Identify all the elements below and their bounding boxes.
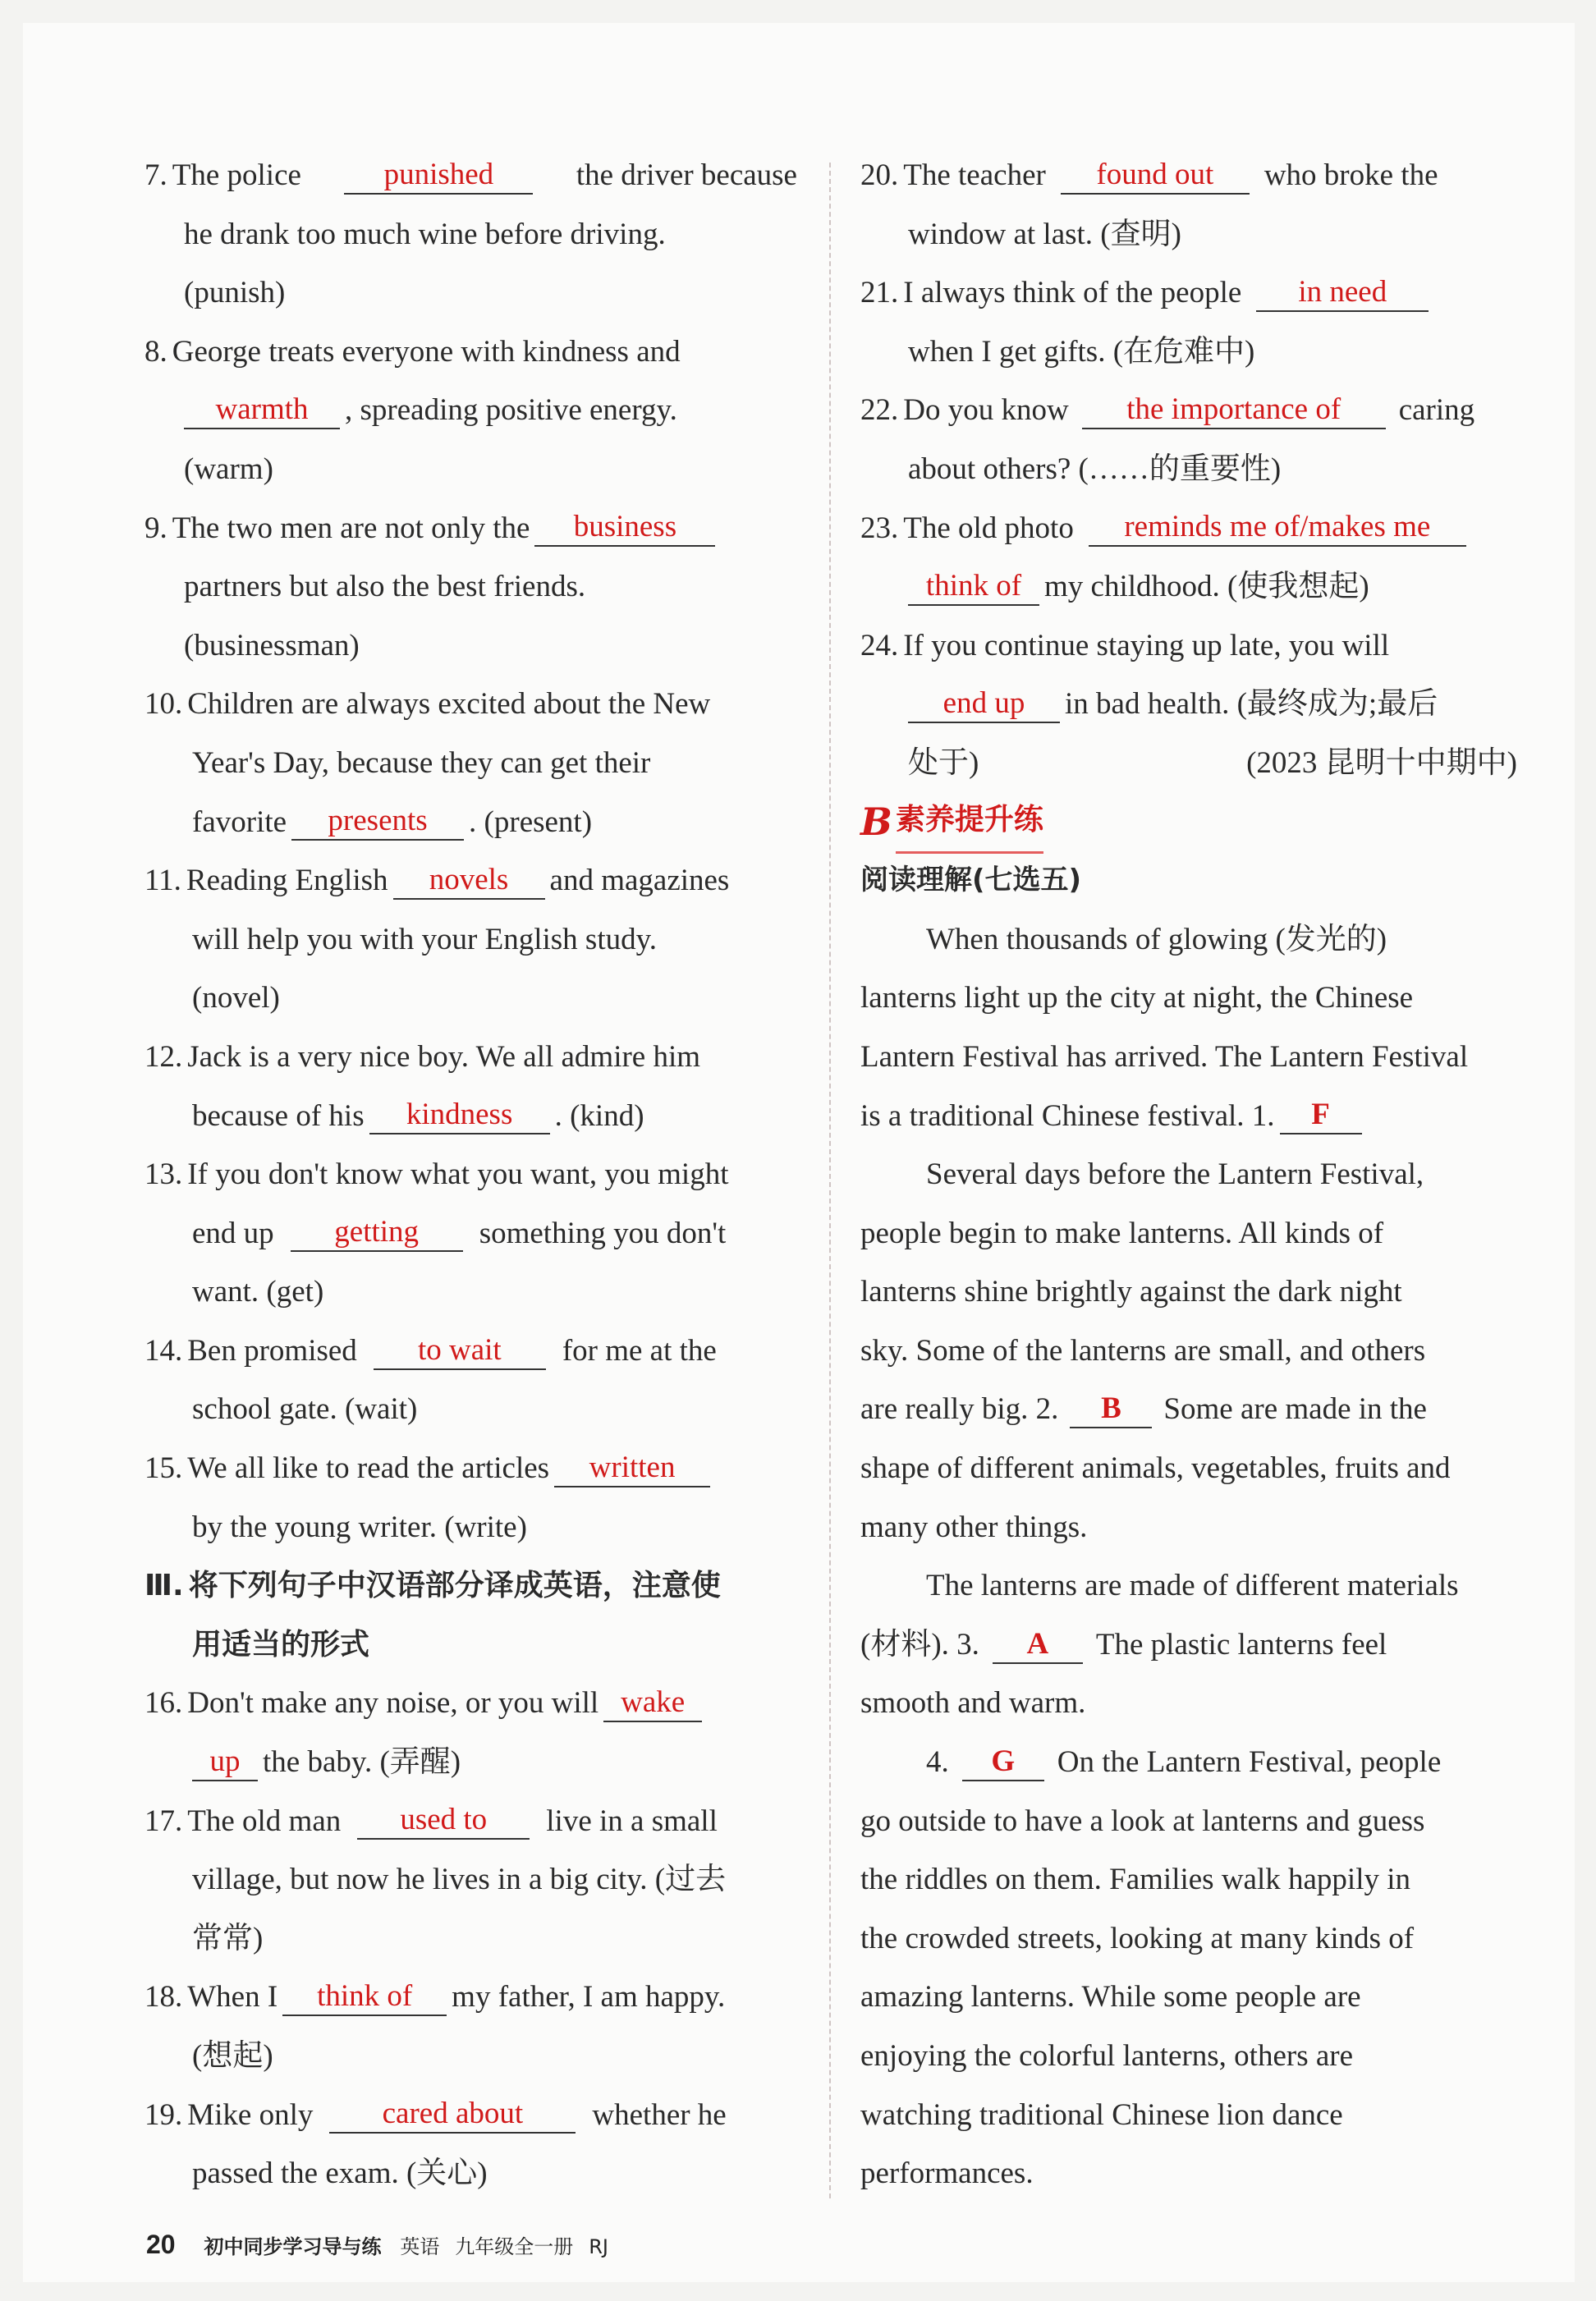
passage-p4-l1: 4. G On the Lantern Festival, people (860, 1733, 1517, 1792)
blank-1: F (1280, 1097, 1362, 1134)
q21-line1: 21. I always think of the people in need (860, 264, 1517, 323)
q24-line2: end up in bad health. (最终成为;最后 (860, 675, 1517, 734)
q17-line3: 常常) (192, 1921, 264, 1955)
q24-line1: 24. If you continue staying up late, you will (860, 628, 1390, 662)
q11-hint: (novel) (192, 981, 280, 1015)
passage-p4-l2: go outside to have a look at lanterns and guess (860, 1804, 1425, 1838)
edition: RJ (589, 2235, 608, 2258)
q21-answer-blank: in need (1256, 274, 1429, 312)
q20-line1: 20. The teacher found out who broke the (860, 146, 1517, 205)
section-b-title: 素养提升练 (896, 791, 1043, 854)
section-3-heading: Ⅲ. 将下列句子中汉语部分译成英语，注意使 (144, 1569, 721, 1603)
q16-answer-blank-cont: up (192, 1744, 258, 1781)
passage-p1-l1: When thousands of glowing (发光的) (926, 922, 1387, 956)
q24-answer-blank: end up (908, 685, 1060, 723)
blank-4: G (962, 1744, 1044, 1781)
q23-line2: think of my childhood. (使我想起) (860, 557, 1517, 617)
book-title: 初中同步学习导与练 (204, 2235, 382, 2258)
q22-line1: 22. Do you know the importance of caring (860, 381, 1517, 440)
q9-hint: (businessman) (184, 628, 360, 662)
passage-p1-l2: lanterns light up the city at night, the Chinese (860, 981, 1414, 1015)
q11-line1: 11. Reading English novels and magazines (144, 851, 797, 910)
grade: 九年级全一册 (455, 2235, 574, 2258)
q8-hint: (warm) (184, 451, 273, 486)
q8-line1: 8. George treats everyone with kindness and (144, 334, 681, 369)
q9-answer-blank: business (534, 509, 715, 547)
passage-p4-l5: amazing lanterns. While some people are (860, 1980, 1361, 2015)
passage-p4-l3: the riddles on them. Families walk happily in (860, 1863, 1411, 1897)
q11-answer-blank: novels (393, 862, 545, 900)
q7-hint: (punish) (184, 276, 286, 310)
q15-line2: by the young writer. (write) (192, 1510, 527, 1544)
section-b-heading (860, 793, 1517, 852)
q16-line1: 16. Don't make any noise, or you will wake (144, 1674, 797, 1733)
q13-line3: want. (get) (192, 1275, 324, 1309)
q10-line1: 10. Children are always excited about the New (144, 687, 711, 722)
q22-answer-blank: the importance of (1082, 392, 1386, 429)
q19-line1: 19. Mike only cared about whether he (144, 2086, 797, 2145)
q13-line1: 13. If you don't know what you want, you might (144, 1157, 729, 1192)
passage-p1-l4: is a traditional Chinese festival. 1. F (860, 1087, 1517, 1146)
q16-answer-blank: wake (603, 1684, 702, 1722)
q23-answer-blank-cont: think of (908, 568, 1039, 606)
q10-line2: Year's Day, because they can get their (192, 745, 651, 780)
q21-line2: when I get gifts. (在危难中) (908, 334, 1255, 369)
subject: 英语 (400, 2235, 440, 2258)
page-number: 20 (146, 2230, 176, 2259)
q14-line1: 14. Ben promised to wait for me at the (144, 1322, 797, 1381)
q10-answer-blank: presents (291, 803, 464, 841)
passage-p2-l1: Several days before the Lantern Festival, (926, 1157, 1424, 1192)
q12-line1: 12. Jack is a very nice boy. We all admire him (144, 1039, 701, 1074)
blank-3: A (993, 1626, 1083, 1664)
q10-line3: favorite presents . (present) (144, 793, 797, 852)
passage-p3-l1: The lanterns are made of different materials (926, 1569, 1459, 1603)
q17-answer-blank: used to (357, 1802, 530, 1840)
q22-line2: about others? (……的重要性) (908, 451, 1282, 486)
q15-answer-blank: written (554, 1450, 710, 1487)
passage-p2-l3: lanterns shine brightly against the dark night (860, 1275, 1402, 1309)
q20-line2: window at last. (查明) (908, 217, 1181, 251)
passage-p2-l4: sky. Some of the lanterns are small, and others (860, 1333, 1426, 1368)
q19-line2: passed the exam. (关心) (192, 2157, 488, 2191)
q13-line2: end up getting something you don't (144, 1204, 797, 1263)
q24-line3: 处于) (2023 昆明十中期中) (860, 734, 1517, 793)
passage-p4-l7: watching traditional Chinese lion dance (860, 2097, 1343, 2132)
passage-p3-l3: smooth and warm. (860, 1686, 1086, 1721)
section-b-badge: B (860, 799, 892, 844)
q14-answer-blank: to wait (374, 1332, 546, 1370)
q11-line2: will help you with your English study. (192, 922, 657, 956)
q7-line1: 7. The police punished the driver because (144, 146, 797, 205)
passage-p2-l7: many other things. (860, 1510, 1088, 1544)
left-column (144, 146, 797, 2203)
q18-hint: (想起) (192, 2039, 273, 2073)
reading-title: 阅读理解(七选五) (860, 864, 1082, 897)
q18-answer-blank: think of (282, 1978, 447, 2016)
q8-line2: warmth , spreading positive energy. (144, 381, 797, 440)
q12-answer-blank: kindness (369, 1097, 550, 1134)
q12-line2: because of his kindness . (kind) (144, 1087, 797, 1146)
q19-answer-blank: cared about (329, 2096, 576, 2134)
q7-answer-blank: punished (344, 157, 533, 195)
q23-answer-blank: reminds me of/makes me (1089, 509, 1466, 547)
passage-p2-l6: shape of different animals, vegetables, fruits and (860, 1451, 1451, 1486)
passage-p4-l6: enjoying the colorful lanterns, others are (860, 2039, 1354, 2073)
q14-line2: school gate. (wait) (192, 1392, 418, 1427)
right-column (860, 146, 1517, 2203)
blank-2: B (1070, 1391, 1152, 1428)
q13-answer-blank: getting (291, 1214, 463, 1252)
passage-p1-l3: Lantern Festival has arrived. The Lantern Festival (860, 1039, 1469, 1074)
column-divider (829, 163, 831, 2198)
q17-line1: 17. The old man used to live in a small (144, 1792, 797, 1851)
q24-source: (2023 昆明十中期中) (1246, 745, 1517, 780)
passage-p2-l5: are really big. 2. B Some are made in the (860, 1380, 1517, 1439)
passage-p4-l8: performances. (860, 2157, 1034, 2191)
q20-answer-blank: found out (1061, 157, 1250, 195)
workbook-page (23, 23, 1575, 2282)
passage-p4-l4: the crowded streets, looking at many kinds of (860, 1921, 1415, 1955)
q9-line1: 9. The two men are not only the business (144, 499, 797, 558)
q18-line1: 18. When I think of my father, I am happy. (144, 1968, 797, 2027)
q8-answer-blank: warmth (184, 392, 340, 429)
page-footer (146, 2230, 617, 2260)
passage-p2-l2: people begin to make lanterns. All kinds of (860, 1216, 1384, 1250)
q23-line1: 23. The old photo reminds me of/makes me (860, 499, 1517, 558)
q9-line2: partners but also the best friends. (184, 570, 586, 604)
passage-p3-l2: (材料). 3. A The plastic lanterns feel (860, 1616, 1517, 1675)
q16-line2: up the baby. (弄醒) (144, 1733, 797, 1792)
q17-line2: village, but now he lives in a big city. (过去 (192, 1863, 727, 1897)
q7-line2: he drank too much wine before driving. (184, 217, 666, 251)
section-3-heading-line2: 用适当的形式 (192, 1627, 370, 1662)
q15-line1: 15. We all like to read the articles written (144, 1439, 797, 1498)
